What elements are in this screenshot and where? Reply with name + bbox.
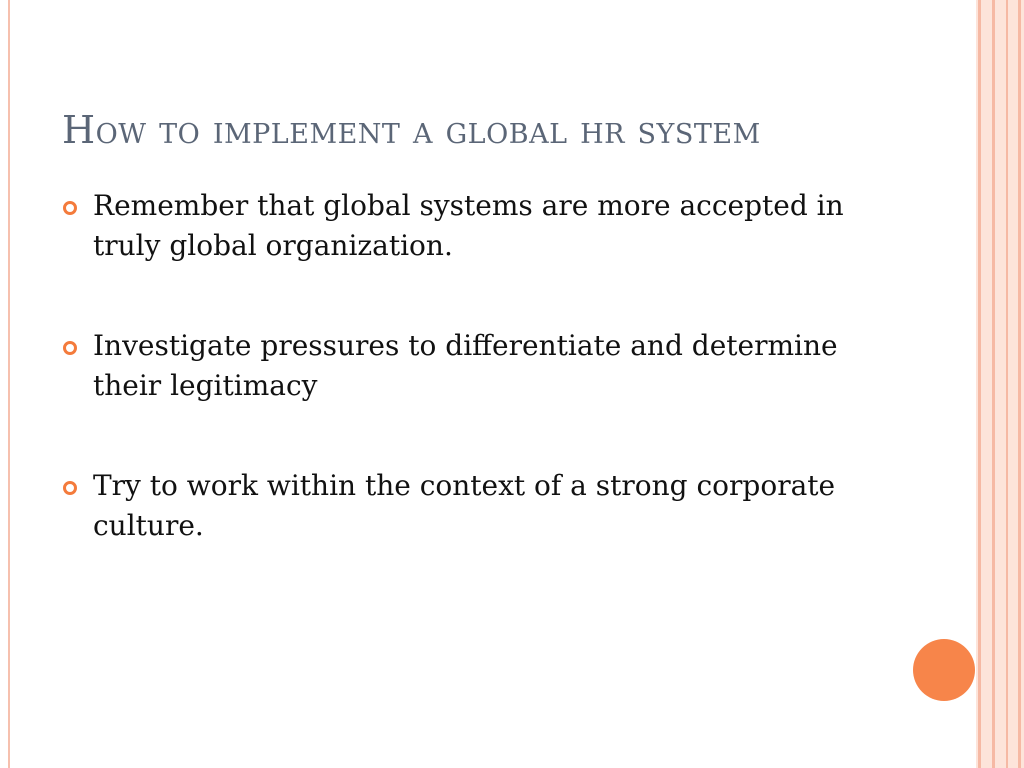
left-border-line xyxy=(8,0,10,768)
right-stripe xyxy=(1006,0,1008,768)
bullet-text: Remember that global systems are more accepted in truly global organization. xyxy=(93,189,844,262)
right-decorative-band xyxy=(976,0,1024,768)
bullet-item xyxy=(60,326,890,406)
bullet-circle-icon xyxy=(63,341,77,355)
bullet-item xyxy=(60,186,890,266)
slide-title: How to implement a global hr system xyxy=(62,108,761,152)
right-stripe xyxy=(1018,0,1021,768)
bullet-circle-icon xyxy=(63,481,77,495)
bullet-circle-icon xyxy=(63,201,77,215)
right-stripe xyxy=(978,0,981,768)
bullet-item xyxy=(60,466,890,546)
bullet-list xyxy=(60,186,890,606)
bullet-text: Investigate pressures to differentiate and determine their legitimacy xyxy=(93,329,838,402)
right-stripe xyxy=(992,0,995,768)
decorative-orange-circle xyxy=(913,639,975,701)
bullet-text: Try to work within the context of a strong corporate culture. xyxy=(93,469,836,542)
